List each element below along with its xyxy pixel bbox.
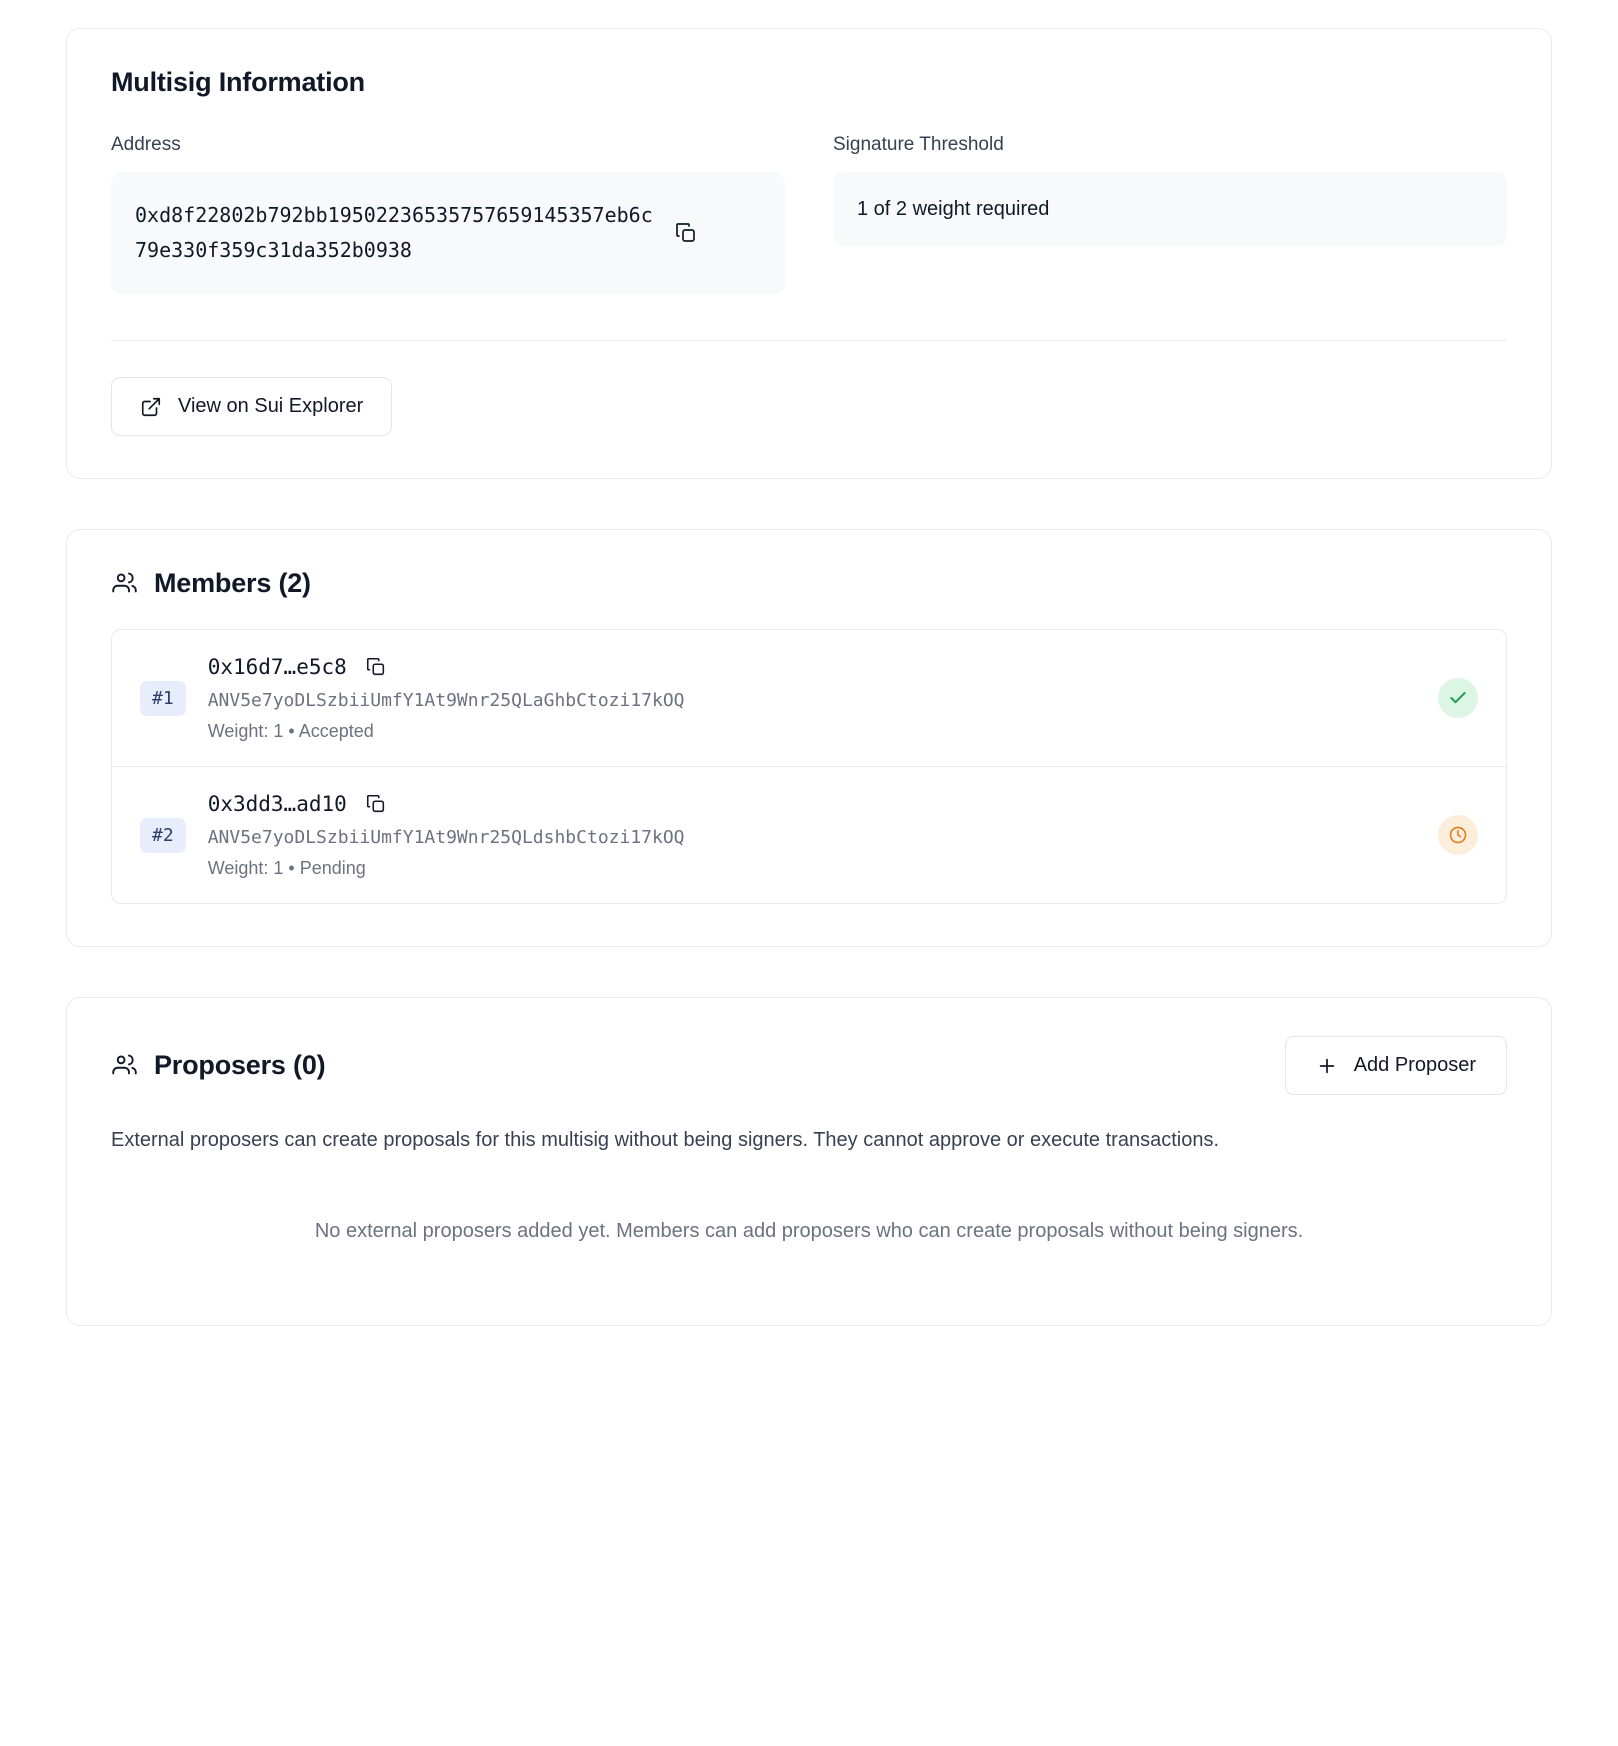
member-public-key: ANV5e7yoDLSzbiiUmfY1At9Wnr25QLaGhbCtozi17kOQ bbox=[207, 690, 685, 711]
add-proposer-label: Add Proposer bbox=[1353, 1054, 1476, 1076]
threshold-field bbox=[833, 134, 1507, 294]
status-badge-accepted bbox=[1438, 678, 1478, 718]
member-meta: Weight: 1 • Pending bbox=[207, 858, 366, 878]
members-list bbox=[111, 629, 1507, 904]
address-field bbox=[111, 134, 785, 294]
proposers-description: External proposers can create proposals for this multisig without being signers. They cannot approve or execute transactions. bbox=[111, 1129, 1219, 1151]
member-public-key: ANV5e7yoDLSzbiiUmfY1At9Wnr25QLdshbCtozi17kOQ bbox=[207, 827, 685, 848]
info-grid bbox=[111, 134, 1507, 294]
threshold-value: 1 of 2 weight required bbox=[857, 197, 1050, 220]
add-proposer-button[interactable] bbox=[1285, 1036, 1507, 1095]
member-address-row bbox=[208, 654, 1416, 680]
address-value: 0xd8f22802b792bb19502236535757659145357eb6c79e330f359c31da352b0938 bbox=[135, 203, 653, 262]
proposers-title-group bbox=[111, 1050, 325, 1081]
view-on-sui-explorer-button[interactable] bbox=[111, 377, 392, 436]
proposers-title: Proposers (0) bbox=[154, 1050, 326, 1080]
copy-member-address-button[interactable] bbox=[363, 654, 389, 680]
member-details bbox=[208, 654, 1416, 742]
users-icon bbox=[111, 570, 138, 597]
proposers-card bbox=[66, 997, 1552, 1326]
member-index: #2 bbox=[140, 818, 186, 853]
members-card bbox=[66, 529, 1552, 947]
table-row[interactable] bbox=[111, 629, 1507, 767]
threshold-value-box bbox=[833, 172, 1507, 246]
card-divider bbox=[111, 340, 1507, 341]
members-header bbox=[111, 568, 1507, 599]
status-badge-pending bbox=[1438, 815, 1478, 855]
member-meta: Weight: 1 • Accepted bbox=[207, 721, 374, 741]
proposers-header bbox=[111, 1036, 1507, 1095]
external-link-icon bbox=[140, 396, 162, 418]
proposers-empty-state: No external proposers added yet. Members can add proposers who can create proposals without being signers. bbox=[314, 1220, 1304, 1242]
threshold-label: Signature Threshold bbox=[833, 134, 1004, 155]
member-details bbox=[208, 791, 1416, 879]
member-address-row bbox=[208, 791, 1416, 817]
address-value-box bbox=[111, 172, 785, 294]
copy-member-address-button[interactable] bbox=[363, 791, 389, 817]
copy-address-button[interactable] bbox=[673, 220, 699, 246]
member-address: 0x16d7…e5c8 bbox=[207, 655, 347, 679]
address-label: Address bbox=[111, 134, 181, 155]
plus-icon bbox=[1316, 1055, 1338, 1077]
members-title: Members (2) bbox=[154, 568, 311, 598]
members-title-group bbox=[111, 568, 311, 599]
multisig-information-card bbox=[66, 28, 1552, 479]
view-on-sui-explorer-label: View on Sui Explorer bbox=[178, 395, 364, 417]
member-address: 0x3dd3…ad10 bbox=[207, 792, 347, 816]
page-title: Multisig Information bbox=[111, 67, 365, 97]
table-row[interactable] bbox=[111, 767, 1507, 904]
member-index: #1 bbox=[140, 681, 186, 716]
users-icon bbox=[111, 1052, 138, 1079]
